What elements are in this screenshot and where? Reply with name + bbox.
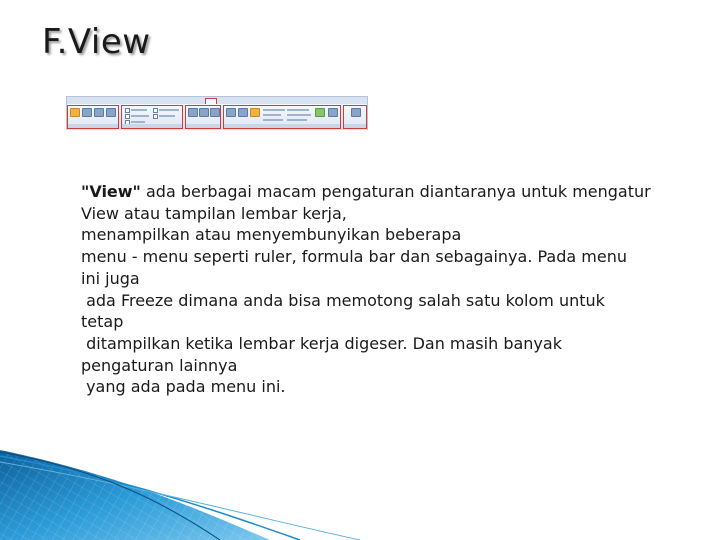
- ribbon-button: [198, 108, 209, 121]
- text-line: menu - menu seperti ruler, formula bar dan sebagainya. Pada menu: [81, 247, 627, 267]
- body-text: [81, 181, 691, 398]
- freeze-panes-icon: [250, 108, 260, 117]
- ribbon-tab-active: [205, 98, 217, 104]
- option-line: [131, 115, 149, 117]
- macros-icon: [351, 108, 361, 117]
- switch-windows-icon: [328, 108, 338, 117]
- text-line: ditampilkan ketika lembar kerja digeser. Dan masih banyak: [81, 333, 562, 353]
- text-line: View atau tampilan lembar kerja,: [81, 203, 347, 223]
- option-line: [263, 114, 281, 116]
- text-lead: "View": [81, 182, 141, 201]
- text-line: menampilkan atau menyembunyikan beberapa: [81, 225, 462, 245]
- option-line: [263, 109, 285, 111]
- option-line: [131, 121, 145, 123]
- ribbon-group-label: [186, 124, 220, 128]
- text-line: ada Freeze dimana anda bisa memotong salah satu kolom untuk: [81, 290, 605, 310]
- arrange-all-icon: [238, 108, 248, 117]
- corner-decoration: [0, 450, 720, 540]
- page-break-icon: [94, 108, 104, 117]
- ribbon-group-show-hide: [121, 105, 183, 129]
- ribbon-group-label: [122, 124, 182, 128]
- ribbon-button: [237, 108, 248, 121]
- ribbon-button: [327, 108, 338, 121]
- ribbon-group-macros: [343, 105, 367, 129]
- option-line: [159, 109, 179, 111]
- ribbon-button: [314, 108, 325, 121]
- new-window-icon: [226, 108, 236, 117]
- ribbon-screenshot: [66, 96, 368, 130]
- ribbon-group-window: [223, 105, 341, 129]
- text-line: [81, 181, 691, 203]
- slide-title: F.View: [42, 22, 151, 62]
- ribbon-group-label: [68, 124, 118, 128]
- ribbon-button: [93, 108, 104, 121]
- option-line: [263, 119, 283, 121]
- text-line: ini juga: [81, 268, 140, 288]
- option-line: [287, 114, 311, 116]
- save-workspace-icon: [315, 108, 325, 117]
- zoom-100-icon: [199, 108, 209, 117]
- ribbon-button: [249, 108, 260, 121]
- ribbon-button: [81, 108, 92, 121]
- option-line: [131, 109, 147, 111]
- zoom-selection-icon: [210, 108, 220, 117]
- option-line: [159, 115, 175, 117]
- ribbon-button: [187, 108, 198, 121]
- ribbon-button: [105, 108, 116, 121]
- option-line: [287, 119, 307, 121]
- checkbox-icon: [125, 108, 130, 113]
- checkbox-icon: [125, 114, 130, 119]
- ribbon-group-workbook-views: [67, 105, 119, 129]
- ribbon-body: [67, 104, 367, 130]
- ribbon-group-zoom: [185, 105, 221, 129]
- ribbon-group-label: [344, 124, 366, 128]
- ribbon-button: [350, 108, 361, 121]
- checkbox-icon: [153, 108, 158, 113]
- ribbon-button: [69, 108, 80, 121]
- checkbox-icon: [153, 114, 158, 119]
- text-line: pengaturan lainnya: [81, 355, 238, 375]
- zoom-icon: [188, 108, 198, 117]
- text-line: tetap: [81, 312, 124, 332]
- custom-views-icon: [106, 108, 116, 117]
- normal-view-icon: [70, 108, 80, 117]
- text-segment: ada berbagai macam pengaturan diantaranya untuk mengatur: [140, 182, 651, 201]
- ribbon-button: [225, 108, 236, 121]
- text-line: yang ada pada menu ini.: [81, 377, 286, 397]
- ribbon-group-label: [224, 124, 340, 128]
- page-layout-icon: [82, 108, 92, 117]
- ribbon-button: [209, 108, 220, 121]
- option-line: [287, 109, 309, 111]
